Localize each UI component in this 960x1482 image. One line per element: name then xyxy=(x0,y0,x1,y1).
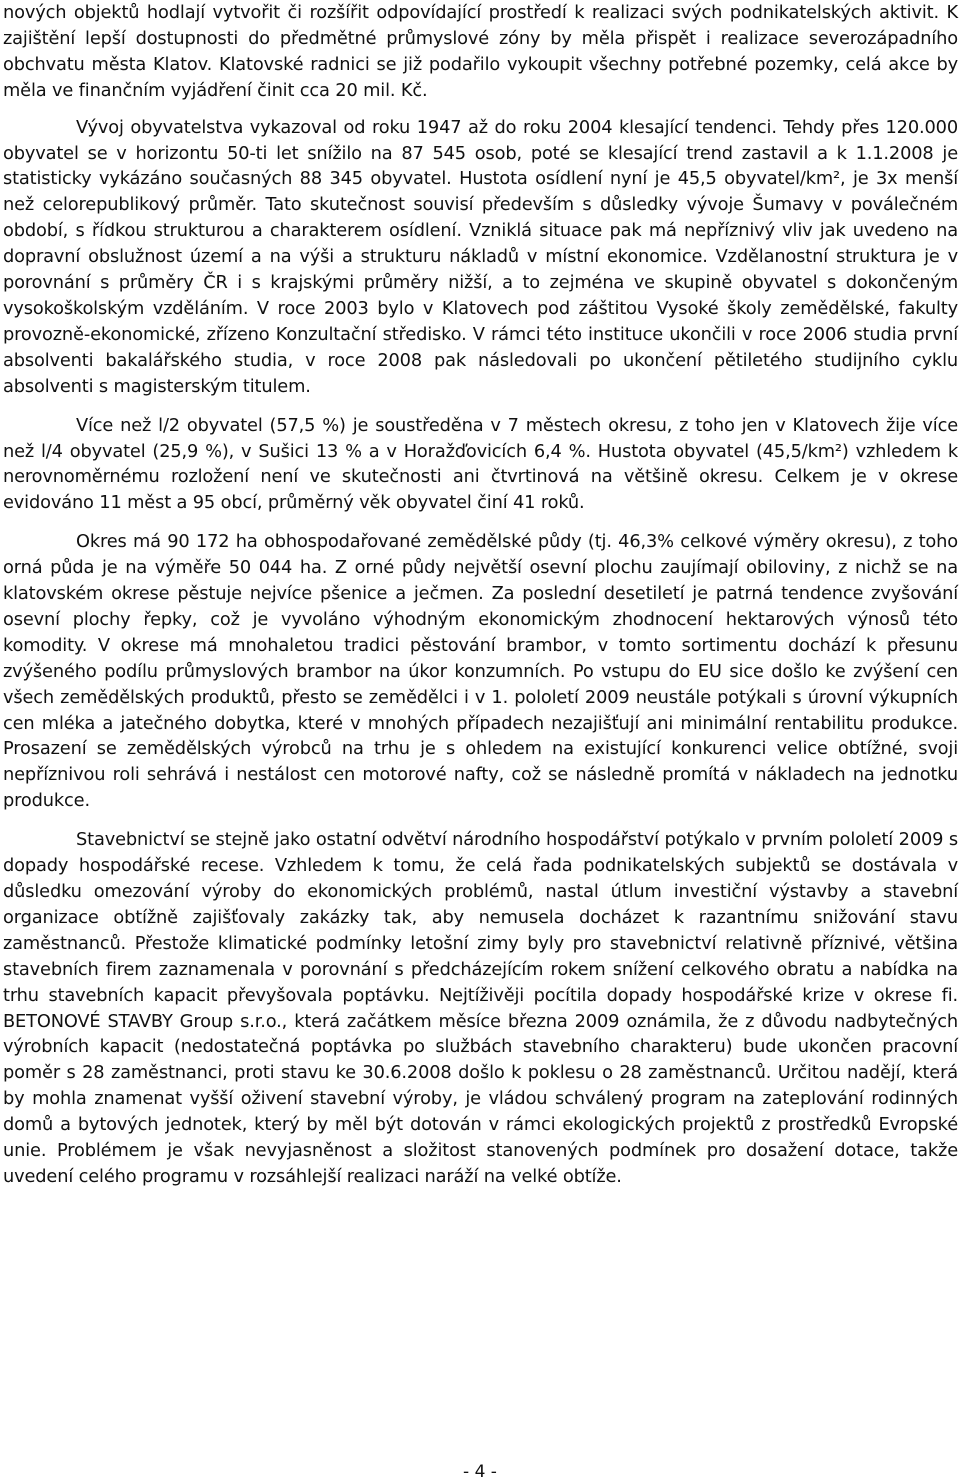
paragraph-industrial-zone: nových objektů hodlají vytvořit či rozšířit odpovídající prostředí k realizaci svých podnikatelských aktivit. K zajištění lepší dostupnosti do předmětné průmyslové zóny by měla přispět i realizace severozápadního obchvatu města Klatov. Klatovské radnici se již podařilo vykoupit všechny potřebné pozemky, celá akce by měla ve finančním vyjádření činit cca 20 mil. Kč. xyxy=(3,2,958,101)
paragraph-construction: Stavebnictví se stejně jako ostatní odvětví národního hospodářství potýkalo v prvním pololetí 2009 s dopady hospodářské recese. Vzhledem k tomu, že celá řada podnikatelských subjektů se dostávala v důsledku omezování výroby do ekonomických problémů, nastal útlum investiční výstavby a stavební organizace obtížně zajišťovaly zakázky tak, aby nemusela docházet k razantnímu snižování stavu zaměstnanců. Přestože klimatické podmínky letošní zimy byly pro stavebnictví relativně příznivé, většina stavebních firem zaznamenala v porovnání s předcházejícím rokem snížení celkového obratu a nabídka na trhu stavebních kapacit převyšovala poptávku. Nejtíživěji pocítila dopady hospodářské krize v okrese fi. BETONOVÉ STAVBY Group s.r.o., která začátkem měsíce března 2009 oznámila, že z důvodu nadbytečných výrobních kapacit (nedostatečná poptávka po službách stavebního charakteru) bude ukončen pracovní poměr s 28 zaměstnanci, proti stavu ke 30.6.2008 došlo k poklesu o 28 zaměstnanců. Určitou nadějí, která by mohla znamenat vyšší oživení stavební výroby, je vládou schválený program na zateplování rodinných domů a bytových jednotek, který by měl být dotován v rámci ekologických projektů z prostředků Evropské unie. Problémem je však nevyjasněnost a složitost stanovených podmínek pro dosažení dotace, takže uvedení celého programu v rozsáhlejší realizaci naráží na velké obtíže. xyxy=(3,829,958,1187)
paragraph-agriculture: Okres má 90 172 ha obhospodařované zemědělské půdy (tj. 46,3% celkové výměry okresu), z toho orná půda je na výměře 50 044 ha. Z orné půdy největší osevní plochu zaujímají obiloviny, z nichž se na klatovském okrese pěstuje nejvíce pšenice a ječmen. Za poslední desetiletí je patrná tendence zvyšování osevní plochy řepky, což je vyvoláno výhodným ekonomickým zhodnocení hektarových výnosů této komodity. V okrese má mnohaletou tradici pěstování brambor, v tomto sortimentu dochází k přesunu zvýšeného podílu průmyslových brambor na úkor konzumních. Po vstupu do EU sice došlo ke zvýšení cen všech zemědělských produktů, přesto se zemědělci i v 1. pololetí 2009 neustále potýkali s úrovní výkupních cen mléka a jatečného dobytka, které v mnohých případech nezajišťují ani minimální rentabilitu produkce. Prosazení se zemědělských výrobců na trhu je s ohledem na existující konkurenci velice obtížné, svoji nepříznivou roli sehrává i nestálost cen motorové nafty, což se následně promítá v nákladech na jednotku produkce. xyxy=(3,531,958,812)
page-number: - 4 - xyxy=(463,1462,497,1482)
paragraph-population-distribution: Více než l/2 obyvatel (57,5 %) je soustředěna v 7 městech okresu, z toho jen v Klatovech žije více než l/4 obyvatel (25,9 %), v Sušici 13 % a v Horažďovicích 6,4 %. Hustota obyvatel (45,5/km²) vzhledem k nerovnoměrnému rozložení není ve skutečnosti ani čtvrtinová na většině okresu. Celkem je v okrese evidováno 11 měst a 95 obcí, průměrný věk obyvatel činí 41 roků. xyxy=(3,414,958,514)
paragraph-population-trend: Vývoj obyvatelstva vykazoval od roku 1947 až do roku 2004 klesající tendenci. Tehdy přes 120.000 obyvatel se v horizontu 50-ti let snížilo na 87 545 osob, poté se klesající trend zastavil a k 1.1.2008 je statisticky vykázáno současných 88 345 obyvatel. Hustota osídlení nyní je 45,5 obyvatel/km², je 3x menší než celorepublikový průměr. Tato skutečnost souvisí především s důsledky vývoje Šumavy v poválečném období, s řídkou strukturou a charakterem osídlení. Vzniklá situace pak má nepříznivý vliv jak uvedeno na dopravní obslužnost území a na výši a strukturu nákladů v místní ekonomice. Vzdělanostní struktura je v porovnání s průměry ČR i s krajskými průměry nižší, a to zejména ve skupině obyvatel s dokončeným vysokoškolským vzděláním. V roce 2003 bylo v Klatovech pod záštitou Vysoké školy zemědělské, fakulty provozně-ekonomické, zřízeno Konzultační středisko. V rámci této instituce ukončili v roce 2006 studia první absolventi bakalářského studia, v roce 2008 pak následovali po ukončení pětiletého studijního cyklu absolventi s magisterským titulem. xyxy=(3,116,958,397)
